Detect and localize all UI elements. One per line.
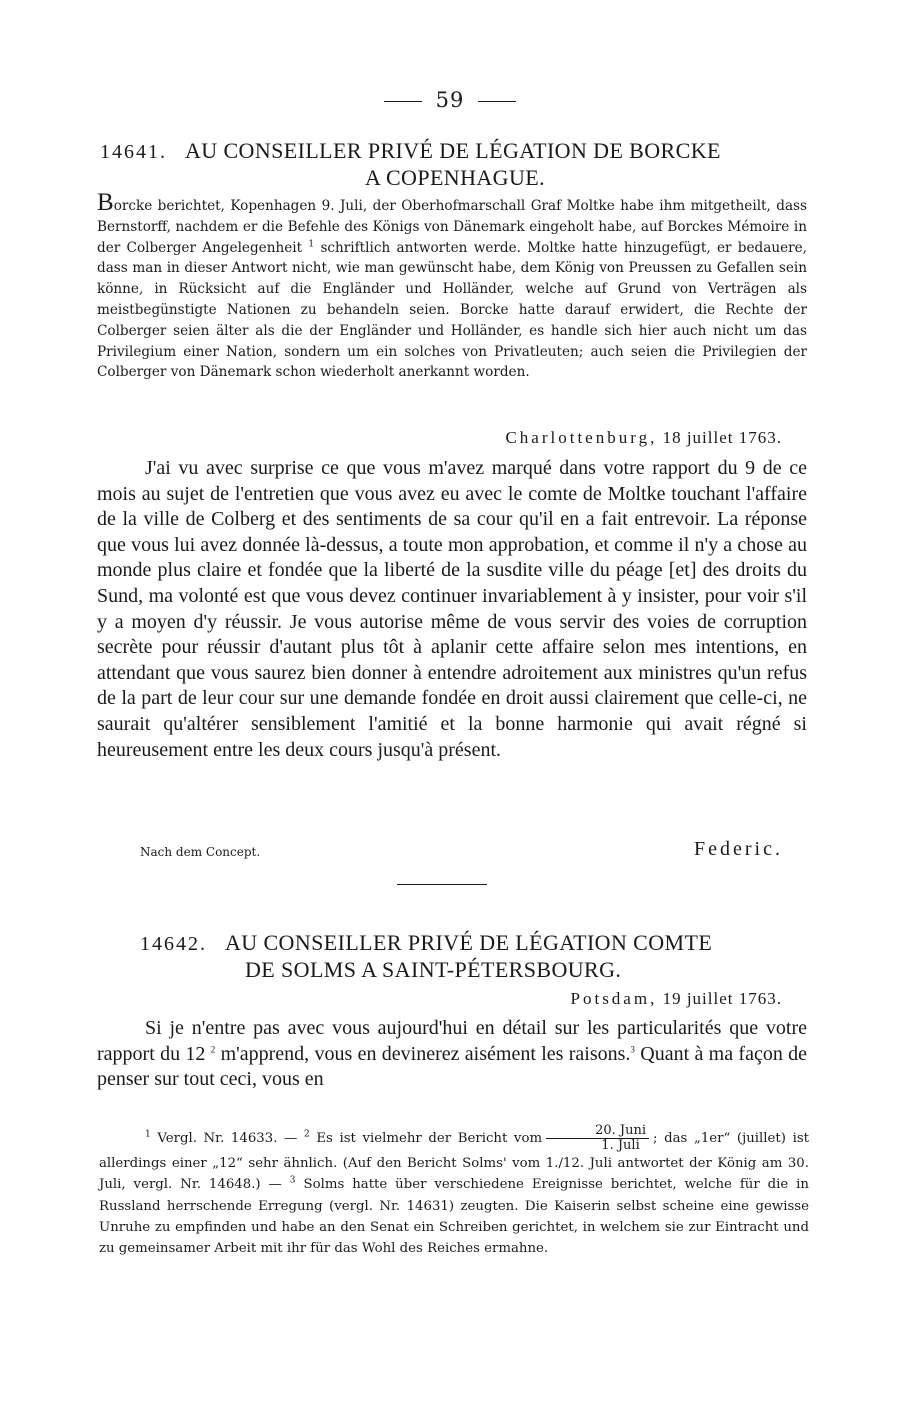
letter-2-date: 19 juillet 1763. xyxy=(662,989,782,1008)
letter-2-body-part1: Si je n'entre pas avec vous aujourd'hui en détail sur les particularités que votre rapport du 12 xyxy=(97,1017,807,1065)
letter-2-number: 14642. xyxy=(140,933,207,955)
letter-1-summary-part1: orcke berichtet, Kopenhagen 9. Juli, der Oberhofmarschall Graf Moltke habe ihm mitgetheilt, dass Bernstorff, nachdem er die Befehle des Königs von Dänemark eingeholt habe, auf Borckes Mémoire in der Colberger Angelegenheit xyxy=(97,198,807,256)
footnotes xyxy=(99,1124,809,1259)
letter-1-heading-line1: AU CONSEILLER PRIVÉ DE LÉGATION DE BORCKE xyxy=(185,138,721,163)
letter-1-date: 18 juillet 1763. xyxy=(662,428,782,447)
letter-2-body-part2: m'apprend, vous en devinerez aisément les raisons. xyxy=(220,1042,631,1065)
page-number-value: 59 xyxy=(435,88,465,112)
letter-2-heading xyxy=(100,930,810,983)
letter-2-body-part3: Quant à ma façon de penser sur tout ceci, vous en xyxy=(97,1042,808,1091)
letter-1-dateline xyxy=(505,428,782,448)
letter-2-body xyxy=(97,1016,807,1093)
footnote-2-text-a: Es ist vielmehr der Bericht vom xyxy=(316,1131,543,1146)
footnote-2-fraction-top: 20. Juni xyxy=(546,1124,649,1139)
letter-2-heading-line1: AU CONSEILLER PRIVÉ DE LÉGATION COMTE xyxy=(225,930,713,955)
page-number-dash-left xyxy=(384,101,422,102)
footnote-3-mark: 3 xyxy=(289,1175,296,1186)
page-number xyxy=(0,88,900,112)
letter-1-heading xyxy=(100,138,810,191)
letter-1-summary-part2: schriftlich antworten werde. Moltke hatte hinzugefügt, er bedauere, dass man in dieser Antwort nicht, wie man gewünscht habe, dem König von Preussen zu Gefallen sein könne, in Rücksicht auf die Engländer und Holländer, welche auf Grund von Verträgen als meistbegünstigte Nationen zu behandeln seien. Borcke hatte darauf erwidert, die Rechte der Colberger seien älter als die der Engländer und Holländer, es handle sich hier auch nicht um das Privilegium einer Nation, sondern um ein solches von Privatleuten; auch seien die Privilegien der Colberger von Dänemark schon wiederholt anerkannt worden. xyxy=(97,239,808,381)
footnote-ref-1: 1 xyxy=(308,239,315,250)
section-separator xyxy=(397,884,487,885)
letter-1-number: 14641. xyxy=(100,141,167,163)
footnote-ref-3: 3 xyxy=(630,1043,635,1054)
page-number-dash-right xyxy=(478,101,516,102)
footnote-block xyxy=(99,1124,809,1259)
footnote-2-mark: 2 xyxy=(303,1129,310,1140)
footnote-1-mark: 1 xyxy=(145,1129,151,1140)
letter-1-heading-line2: A COPENHAGUE. xyxy=(365,165,545,190)
letter-1-body: J'ai vu avec surprise ce que vous m'avez marqué dans votre rapport du 9 de ce mois au sujet de l'entretien que vous avez eu avec le comte de Moltke touchant l'affaire de la ville de Colberg et des sentiments de sa cour qu'il en a fait entrevoir. La réponse que vous lui avez donnée là-dessus, a toute mon approbation, et comme il n'y a chose au monde plus claire et fondée que la liberté de la susdite ville du péage [et] des droits du Sund, ma volonté est que vous devez continuer invariablement à y insister, pour voir s'il y a moyen d'y réussir. Je vous autorise même de vous servir des voies de corruption secrète pour réussir d'autant plus tôt à aplanir cette affaire selon mes intentions, en attendant que vous saurez bien donner à entendre adroitement aux ministres qu'un refus de la part de leur cour sur une demande fondée en droit aussi clairement que celle-ci, ne saurait qu'altérer sensiblement l'amitié et la bonne harmonie qui avait régné si heureusement entre les deux cours jusqu'à présent. xyxy=(97,457,807,761)
letter-1-source: Nach dem Concept. xyxy=(140,845,261,859)
footnote-ref-2: 2 xyxy=(210,1043,216,1054)
letter-1-summary-initial: B xyxy=(97,189,114,216)
footnote-2-date-fraction xyxy=(546,1124,649,1153)
footnote-3-text: Solms hatte über verschiedene Ereignisse berichtet, welche für die in Russland herrschende Erregung (vergl. Nr. 14631) zeugten. Die Kaiserin selbst scheine eine gewisse Unruhe zu empfinden und habe an den Senat ein Schreiben gerichtet, in welchem sie zur Eintracht und zu gemeinsamer Arbeit mit ihr für das Wohl des Reiches ermahne. xyxy=(99,1177,809,1257)
letter-2-heading-line2: DE SOLMS A SAINT-PÉTERSBOURG. xyxy=(245,957,622,982)
footnote-2-text-b: ; das „1er“ (juillet) ist allerdings einer „12“ sehr ähnlich. (Auf den Bericht Solms' vom 1./12. Juli antwortet der König am 30. Juli, vergl. Nr. 14648.) — xyxy=(99,1131,809,1193)
footnote-1-text: Vergl. Nr. 14633. — xyxy=(157,1131,298,1146)
footnote-2-fraction-bottom: 1. Juli xyxy=(601,1138,640,1153)
letter-1-place: Charlottenburg, xyxy=(505,428,658,447)
letter-2-place: Potsdam, xyxy=(570,989,658,1008)
letter-1-summary xyxy=(97,189,808,383)
letter-1-signature: Federic. xyxy=(694,838,783,860)
letter-2-dateline xyxy=(571,989,782,1009)
